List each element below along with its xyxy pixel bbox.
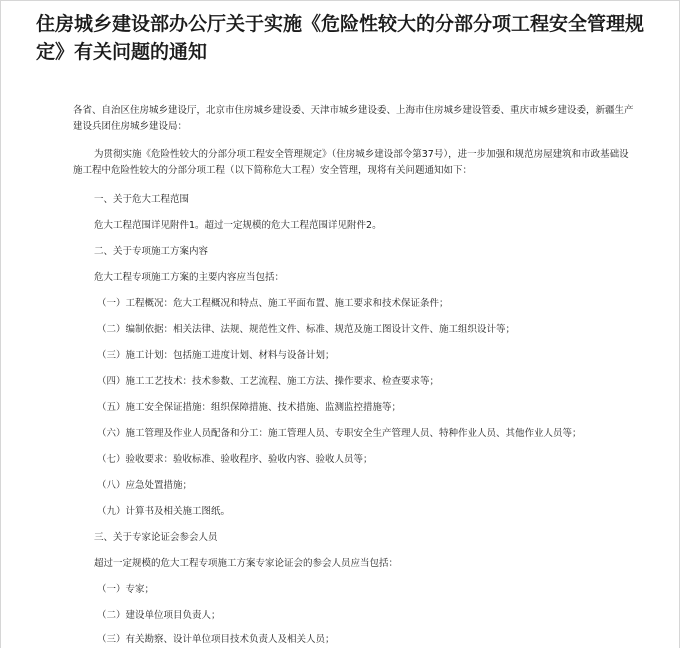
- section-heading: 三、关于专家论证会参会人员: [94, 532, 218, 543]
- list-item: （二）编制依据：相关法律、法规、规范性文件、标准、规范及施工图设计文件、施工组织设计等；: [97, 324, 516, 335]
- list-item: （八）应急处置措施；: [97, 480, 193, 491]
- section-heading: 一、关于危大工程范围: [94, 194, 190, 205]
- list-item: （九）计算书及相关施工图纸。: [97, 506, 231, 517]
- addressee-paragraph: 各省、自治区住房城乡建设厅，北京市住房城乡建设委、天津市城乡建设委、上海市住房城乡建设管委、重庆市城乡建设委，新疆生产建设兵团住房城乡建设局：: [73, 105, 634, 132]
- list-item: （二）建设单位项目负责人；: [97, 610, 221, 621]
- intro-paragraph: 为贯彻实施《危险性较大的分部分项工程安全管理规定》（住房城乡建设部令第37号），进一步加强和规范房屋建筑和市政基础设施工程中危险性较大的分部分项工程（以下简称危大工程）安全管理，现将有关问题通知如下：: [73, 149, 629, 176]
- list-item: （三）施工计划：包括施工进度计划、材料与设备计划；: [97, 350, 335, 361]
- body-paragraph: 危大工程范围详见附件1。超过一定规模的危大工程范围详见附件2。: [94, 220, 382, 231]
- list-item: （四）施工工艺技术：技术参数、工艺流程、施工方法、操作要求、检查要求等；: [97, 376, 440, 387]
- list-item: （六）施工管理及作业人员配备和分工：施工管理人员、专职安全生产管理人员、特种作业人员、其他作业人员等；: [97, 428, 582, 439]
- section-heading: 二、关于专项施工方案内容: [94, 246, 209, 257]
- body-paragraph: 危大工程专项施工方案的主要内容应当包括：: [94, 272, 285, 283]
- body-paragraph: 超过一定规模的危大工程专项施工方案专家论证会的参会人员应当包括：: [94, 558, 399, 569]
- list-item: （三）有关勘察、设计单位项目技术负责人及相关人员；: [97, 634, 335, 645]
- list-item: （一）工程概况：危大工程概况和特点、施工平面布置、施工要求和技术保证条件；: [97, 298, 449, 309]
- list-item: （七）验收要求：验收标准、验收程序、验收内容、验收人员等；: [97, 454, 373, 465]
- list-item: （一）专家；: [97, 584, 155, 595]
- document-title: 住房城乡建设部办公厅关于实施《危险性较大的分部分项工程安全管理规定》有关问题的通知: [36, 13, 645, 63]
- list-item: （五）施工安全保证措施：组织保障措施、技术措施、监测监控措施等；: [97, 402, 402, 413]
